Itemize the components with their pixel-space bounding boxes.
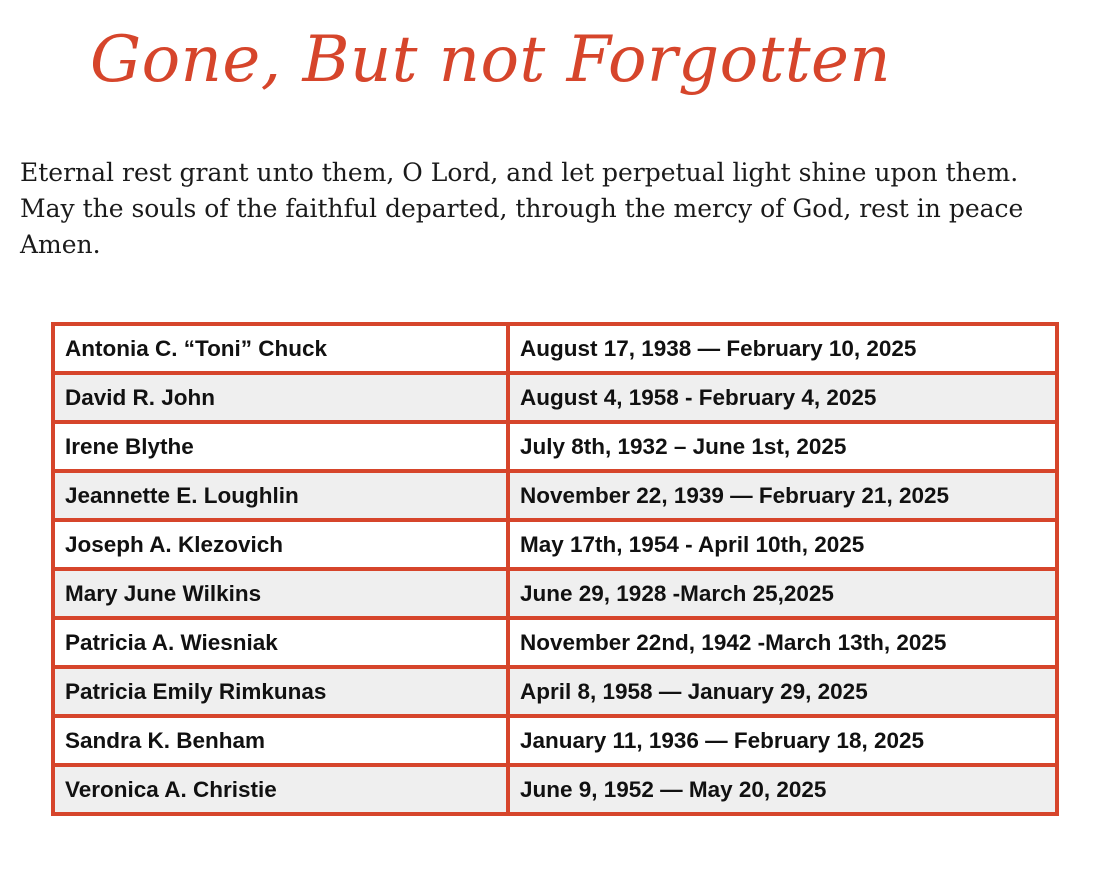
name-cell: Veronica A. Christie	[53, 765, 508, 814]
table-row	[53, 716, 1057, 765]
name-cell: Irene Blythe	[53, 422, 508, 471]
dates-cell: January 11, 1936 — February 18, 2025	[508, 716, 1057, 765]
prayer-text: Eternal rest grant unto them, O Lord, and let perpetual light shine upon them. May the souls of the faithful departed, through the mercy of God, rest in peace Amen.	[20, 158, 1024, 259]
memorial-table	[51, 322, 1059, 816]
name-cell: Patricia Emily Rimkunas	[53, 667, 508, 716]
dates-cell: July 8th, 1932 – June 1st, 2025	[508, 422, 1057, 471]
name-cell: Joseph A. Klezovich	[53, 520, 508, 569]
table-row	[53, 618, 1057, 667]
dates-cell: April 8, 1958 — January 29, 2025	[508, 667, 1057, 716]
page-title: Gone, But not Forgotten	[90, 23, 892, 97]
dates-cell: June 9, 1952 — May 20, 2025	[508, 765, 1057, 814]
table-row	[53, 667, 1057, 716]
dates-cell: August 17, 1938 — February 10, 2025	[508, 324, 1057, 373]
dates-cell: May 17th, 1954 - April 10th, 2025	[508, 520, 1057, 569]
table-row	[53, 520, 1057, 569]
name-cell: David R. John	[53, 373, 508, 422]
table-row	[53, 422, 1057, 471]
name-cell: Jeannette E. Loughlin	[53, 471, 508, 520]
dates-cell: November 22, 1939 — February 21, 2025	[508, 471, 1057, 520]
memorial-table-container	[51, 322, 1059, 816]
table-row	[53, 471, 1057, 520]
name-cell: Antonia C. “Toni” Chuck	[53, 324, 508, 373]
table-row	[53, 324, 1057, 373]
dates-cell: August 4, 1958 - February 4, 2025	[508, 373, 1057, 422]
dates-cell: November 22nd, 1942 -March 13th, 2025	[508, 618, 1057, 667]
name-cell: Sandra K. Benham	[53, 716, 508, 765]
name-cell: Mary June Wilkins	[53, 569, 508, 618]
name-cell: Patricia A. Wiesniak	[53, 618, 508, 667]
table-row	[53, 569, 1057, 618]
table-row	[53, 373, 1057, 422]
table-row	[53, 765, 1057, 814]
dates-cell: June 29, 1928 -March 25,2025	[508, 569, 1057, 618]
